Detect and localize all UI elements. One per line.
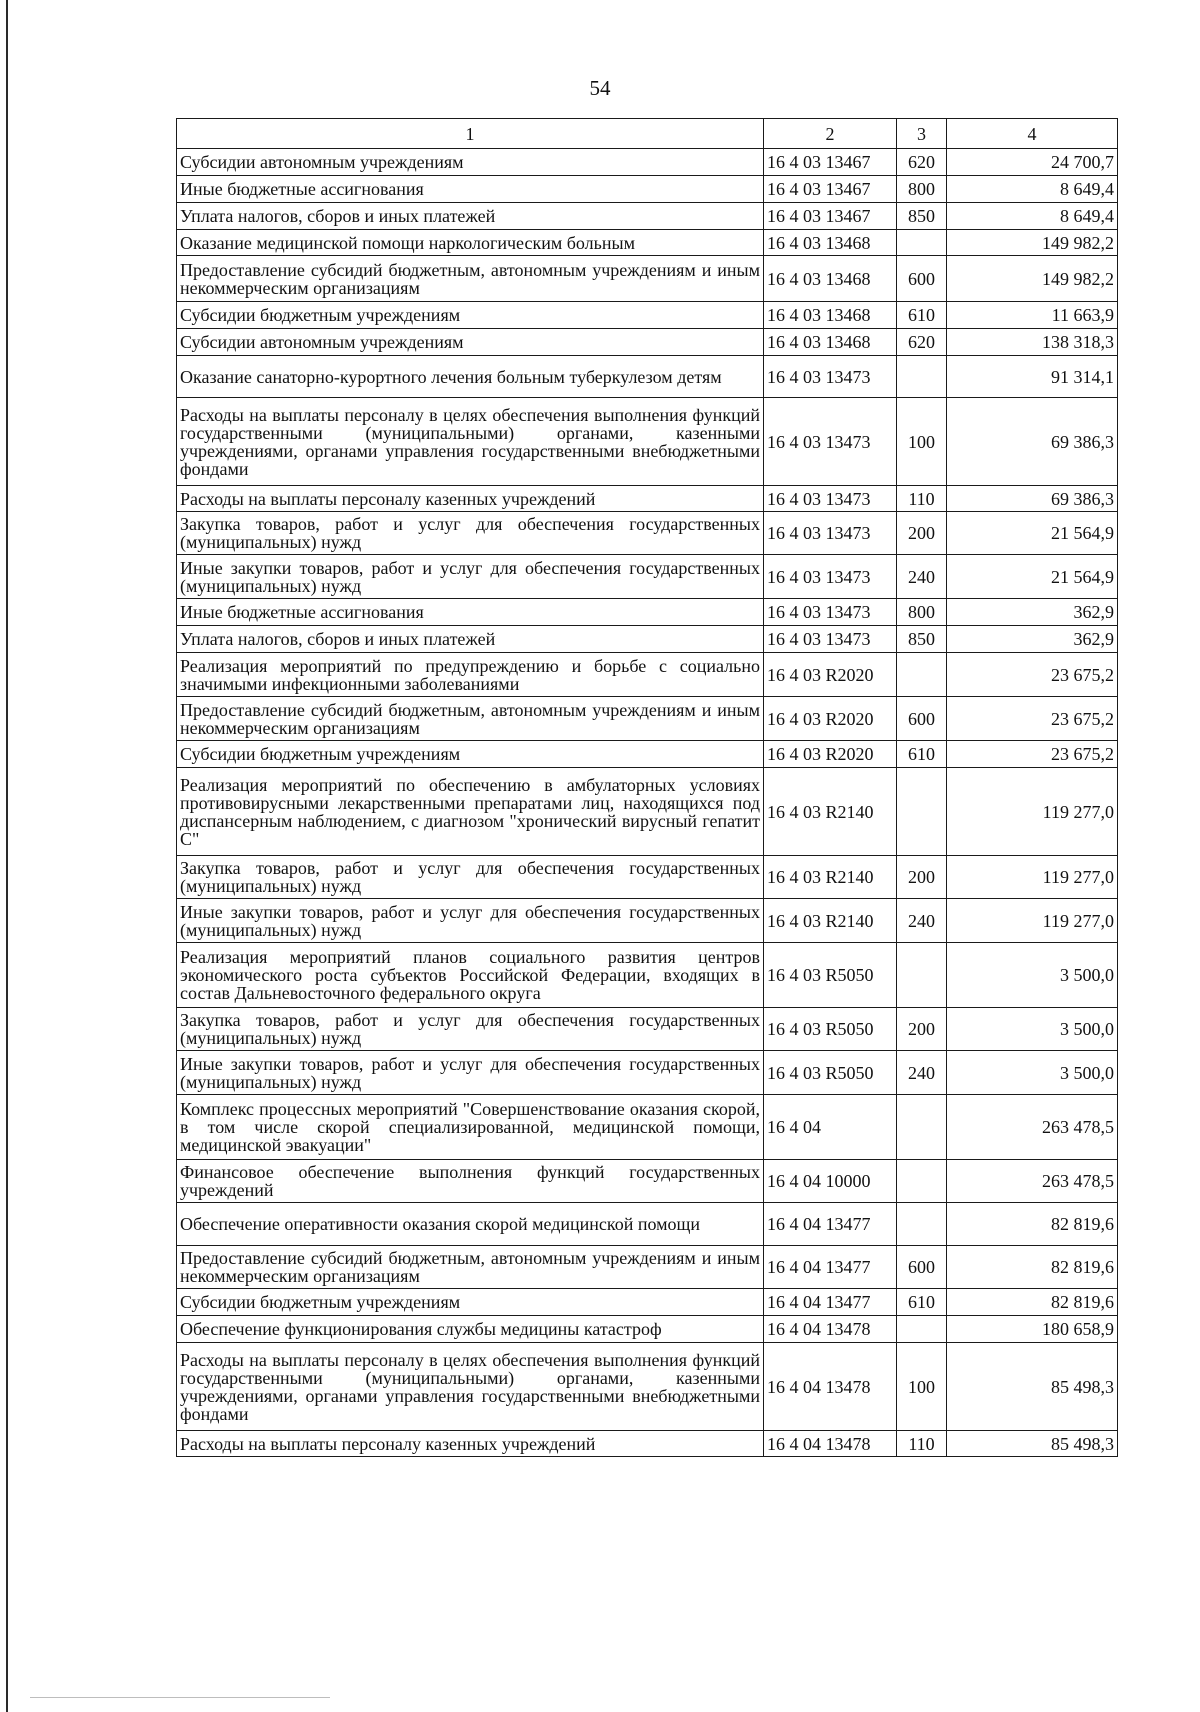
cell-type: 620 bbox=[897, 329, 947, 356]
column-header-name: 1 bbox=[177, 119, 764, 149]
page-number: 54 bbox=[589, 76, 611, 100]
cell-type bbox=[897, 1316, 947, 1343]
column-header-code: 2 bbox=[764, 119, 897, 149]
table-row bbox=[177, 1095, 1118, 1160]
cell-name: Предоставление субсидий бюджетным, автономным учреждениям и иным некоммерческим организациям bbox=[177, 697, 764, 741]
cell-type bbox=[897, 1203, 947, 1246]
cell-sum: 23 675,2 bbox=[947, 741, 1118, 768]
cell-code: 16 4 03 13473 bbox=[764, 599, 897, 626]
cell-type: 240 bbox=[897, 899, 947, 943]
cell-type: 100 bbox=[897, 398, 947, 486]
cell-type: 850 bbox=[897, 203, 947, 230]
cell-type bbox=[897, 356, 947, 398]
table-row bbox=[177, 398, 1118, 486]
cell-code: 16 4 03 13467 bbox=[764, 149, 897, 176]
cell-code: 16 4 03 R2020 bbox=[764, 697, 897, 741]
cell-code: 16 4 03 R5050 bbox=[764, 1008, 897, 1051]
cell-type: 100 bbox=[897, 1343, 947, 1431]
cell-sum: 362,9 bbox=[947, 599, 1118, 626]
cell-name: Обеспечение функционирования службы медицины катастроф bbox=[177, 1316, 764, 1343]
cell-name: Закупка товаров, работ и услуг для обеспечения государственных (муниципальных) нужд bbox=[177, 1008, 764, 1051]
cell-sum: 69 386,3 bbox=[947, 398, 1118, 486]
cell-sum: 3 500,0 bbox=[947, 1008, 1118, 1051]
cell-sum: 85 498,3 bbox=[947, 1431, 1118, 1457]
cell-name: Реализация мероприятий по предупреждению и борьбе с социально значимыми инфекционными заболеваниями bbox=[177, 653, 764, 697]
budget-table bbox=[176, 118, 1118, 1457]
cell-type: 620 bbox=[897, 149, 947, 176]
cell-code: 16 4 03 13473 bbox=[764, 356, 897, 398]
cell-type bbox=[897, 1095, 947, 1160]
cell-type: 110 bbox=[897, 1431, 947, 1457]
cell-name: Реализация мероприятий планов социального развития центров экономического роста субъектов Российской Федерации, входящих в состав Дальневосточного федерального округа bbox=[177, 943, 764, 1008]
table-row bbox=[177, 1160, 1118, 1203]
cell-name: Реализация мероприятий по обеспечению в амбулаторных условиях противовирусными лекарственными препаратами лиц, находящихся под диспансерным наблюдением, с диагнозом "хронический вирусный гепатит С" bbox=[177, 768, 764, 856]
cell-name: Иные закупки товаров, работ и услуг для обеспечения государственных (муниципальных) нужд bbox=[177, 899, 764, 943]
cell-code: 16 4 03 13468 bbox=[764, 230, 897, 256]
table-row bbox=[177, 741, 1118, 768]
cell-sum: 11 663,9 bbox=[947, 302, 1118, 329]
cell-name: Иные бюджетные ассигнования bbox=[177, 176, 764, 203]
cell-name: Комплекс процессных мероприятий "Совершенствование оказания скорой, в том числе скорой специализированной, медицинской помощи, медицинской эвакуации" bbox=[177, 1095, 764, 1160]
cell-code: 16 4 04 13478 bbox=[764, 1431, 897, 1457]
cell-type bbox=[897, 230, 947, 256]
cell-name: Уплата налогов, сборов и иных платежей bbox=[177, 203, 764, 230]
cell-code: 16 4 03 13468 bbox=[764, 256, 897, 302]
table-row bbox=[177, 1343, 1118, 1431]
cell-code: 16 4 04 13477 bbox=[764, 1289, 897, 1316]
cell-sum: 119 277,0 bbox=[947, 899, 1118, 943]
column-header-type: 3 bbox=[897, 119, 947, 149]
cell-name: Оказание санаторно-курортного лечения больным туберкулезом детям bbox=[177, 356, 764, 398]
cell-code: 16 4 03 R5050 bbox=[764, 1051, 897, 1095]
table-row bbox=[177, 356, 1118, 398]
cell-sum: 138 318,3 bbox=[947, 329, 1118, 356]
scan-bottom-line bbox=[30, 1697, 330, 1698]
cell-name: Обеспечение оперативности оказания скорой медицинской помощи bbox=[177, 1203, 764, 1246]
table-row bbox=[177, 486, 1118, 512]
cell-name: Иные бюджетные ассигнования bbox=[177, 599, 764, 626]
cell-code: 16 4 04 13477 bbox=[764, 1246, 897, 1289]
cell-sum: 85 498,3 bbox=[947, 1343, 1118, 1431]
cell-code: 16 4 03 R2140 bbox=[764, 899, 897, 943]
table-row bbox=[177, 203, 1118, 230]
table-row bbox=[177, 856, 1118, 899]
cell-sum: 149 982,2 bbox=[947, 230, 1118, 256]
cell-type: 200 bbox=[897, 1008, 947, 1051]
table-row bbox=[177, 697, 1118, 741]
cell-type: 110 bbox=[897, 486, 947, 512]
cell-code: 16 4 04 13478 bbox=[764, 1343, 897, 1431]
cell-code: 16 4 03 13467 bbox=[764, 176, 897, 203]
cell-sum: 82 819,6 bbox=[947, 1246, 1118, 1289]
cell-sum: 119 277,0 bbox=[947, 856, 1118, 899]
cell-name: Закупка товаров, работ и услуг для обеспечения государственных (муниципальных) нужд bbox=[177, 512, 764, 555]
table-row bbox=[177, 626, 1118, 653]
cell-sum: 24 700,7 bbox=[947, 149, 1118, 176]
table-row bbox=[177, 329, 1118, 356]
table-row bbox=[177, 1051, 1118, 1095]
cell-name: Финансовое обеспечение выполнения функций государственных учреждений bbox=[177, 1160, 764, 1203]
table-row bbox=[177, 512, 1118, 555]
cell-sum: 180 658,9 bbox=[947, 1316, 1118, 1343]
scan-edge-line bbox=[6, 0, 8, 1712]
cell-name: Расходы на выплаты персоналу в целях обеспечения выполнения функций государственными (муниципальными) органами, казенными учреждениями, органами управления государственными внебюджетными фондами bbox=[177, 1343, 764, 1431]
column-number-row bbox=[177, 119, 1118, 149]
table-row bbox=[177, 899, 1118, 943]
cell-sum: 91 314,1 bbox=[947, 356, 1118, 398]
cell-sum: 8 649,4 bbox=[947, 176, 1118, 203]
table-row bbox=[177, 149, 1118, 176]
cell-sum: 263 478,5 bbox=[947, 1160, 1118, 1203]
cell-type bbox=[897, 943, 947, 1008]
cell-code: 16 4 03 R5050 bbox=[764, 943, 897, 1008]
cell-sum: 3 500,0 bbox=[947, 943, 1118, 1008]
cell-type: 800 bbox=[897, 176, 947, 203]
cell-code: 16 4 03 13473 bbox=[764, 512, 897, 555]
table-row bbox=[177, 599, 1118, 626]
cell-sum: 263 478,5 bbox=[947, 1095, 1118, 1160]
cell-code: 16 4 03 13473 bbox=[764, 398, 897, 486]
cell-code: 16 4 04 bbox=[764, 1095, 897, 1160]
table-row bbox=[177, 1008, 1118, 1051]
cell-type: 600 bbox=[897, 697, 947, 741]
table-row bbox=[177, 653, 1118, 697]
cell-type: 600 bbox=[897, 1246, 947, 1289]
cell-name: Расходы на выплаты персоналу казенных учреждений bbox=[177, 1431, 764, 1457]
cell-type bbox=[897, 768, 947, 856]
cell-sum: 3 500,0 bbox=[947, 1051, 1118, 1095]
cell-code: 16 4 03 13473 bbox=[764, 486, 897, 512]
cell-name: Закупка товаров, работ и услуг для обеспечения государственных (муниципальных) нужд bbox=[177, 856, 764, 899]
cell-sum: 23 675,2 bbox=[947, 697, 1118, 741]
cell-name: Субсидии автономным учреждениям bbox=[177, 329, 764, 356]
cell-type: 200 bbox=[897, 512, 947, 555]
cell-code: 16 4 03 13473 bbox=[764, 555, 897, 599]
cell-type: 600 bbox=[897, 256, 947, 302]
cell-sum: 119 277,0 bbox=[947, 768, 1118, 856]
cell-name: Иные закупки товаров, работ и услуг для обеспечения государственных (муниципальных) нужд bbox=[177, 1051, 764, 1095]
cell-sum: 69 386,3 bbox=[947, 486, 1118, 512]
cell-code: 16 4 03 13467 bbox=[764, 203, 897, 230]
cell-code: 16 4 03 13468 bbox=[764, 329, 897, 356]
cell-sum: 149 982,2 bbox=[947, 256, 1118, 302]
table-row bbox=[177, 1316, 1118, 1343]
cell-sum: 8 649,4 bbox=[947, 203, 1118, 230]
table-row bbox=[177, 256, 1118, 302]
cell-name: Субсидии бюджетным учреждениям bbox=[177, 1289, 764, 1316]
cell-type: 610 bbox=[897, 1289, 947, 1316]
cell-name: Уплата налогов, сборов и иных платежей bbox=[177, 626, 764, 653]
cell-code: 16 4 03 R2140 bbox=[764, 768, 897, 856]
cell-type bbox=[897, 653, 947, 697]
table-row bbox=[177, 230, 1118, 256]
cell-sum: 82 819,6 bbox=[947, 1203, 1118, 1246]
cell-name: Расходы на выплаты персоналу казенных учреждений bbox=[177, 486, 764, 512]
cell-name: Оказание медицинской помощи наркологическим больным bbox=[177, 230, 764, 256]
cell-code: 16 4 03 R2140 bbox=[764, 856, 897, 899]
cell-name: Предоставление субсидий бюджетным, автономным учреждениям и иным некоммерческим организациям bbox=[177, 1246, 764, 1289]
cell-code: 16 4 03 R2020 bbox=[764, 653, 897, 697]
cell-type: 610 bbox=[897, 302, 947, 329]
cell-code: 16 4 04 13477 bbox=[764, 1203, 897, 1246]
cell-name: Субсидии автономным учреждениям bbox=[177, 149, 764, 176]
cell-sum: 23 675,2 bbox=[947, 653, 1118, 697]
cell-code: 16 4 03 13473 bbox=[764, 626, 897, 653]
cell-name: Предоставление субсидий бюджетным, автономным учреждениям и иным некоммерческим организациям bbox=[177, 256, 764, 302]
table-body bbox=[177, 149, 1118, 1457]
table-row bbox=[177, 943, 1118, 1008]
cell-name: Субсидии бюджетным учреждениям bbox=[177, 302, 764, 329]
table-row bbox=[177, 176, 1118, 203]
table-row bbox=[177, 1289, 1118, 1316]
cell-type bbox=[897, 1160, 947, 1203]
cell-type: 240 bbox=[897, 1051, 947, 1095]
cell-code: 16 4 04 13478 bbox=[764, 1316, 897, 1343]
cell-name: Субсидии бюджетным учреждениям bbox=[177, 741, 764, 768]
cell-type: 200 bbox=[897, 856, 947, 899]
cell-type: 240 bbox=[897, 555, 947, 599]
table-row bbox=[177, 302, 1118, 329]
cell-name: Иные закупки товаров, работ и услуг для обеспечения государственных (муниципальных) нужд bbox=[177, 555, 764, 599]
cell-type: 850 bbox=[897, 626, 947, 653]
cell-type: 610 bbox=[897, 741, 947, 768]
cell-code: 16 4 04 10000 bbox=[764, 1160, 897, 1203]
cell-sum: 82 819,6 bbox=[947, 1289, 1118, 1316]
column-header-sum: 4 bbox=[947, 119, 1118, 149]
table-row bbox=[177, 768, 1118, 856]
table-row bbox=[177, 1246, 1118, 1289]
cell-name: Расходы на выплаты персоналу в целях обеспечения выполнения функций государственными (муниципальными) органами, казенными учреждениями, органами управления государственными внебюджетными фондами bbox=[177, 398, 764, 486]
cell-code: 16 4 03 R2020 bbox=[764, 741, 897, 768]
cell-sum: 21 564,9 bbox=[947, 555, 1118, 599]
table-row bbox=[177, 555, 1118, 599]
cell-type: 800 bbox=[897, 599, 947, 626]
table-row bbox=[177, 1203, 1118, 1246]
cell-sum: 21 564,9 bbox=[947, 512, 1118, 555]
table-row bbox=[177, 1431, 1118, 1457]
cell-sum: 362,9 bbox=[947, 626, 1118, 653]
cell-code: 16 4 03 13468 bbox=[764, 302, 897, 329]
